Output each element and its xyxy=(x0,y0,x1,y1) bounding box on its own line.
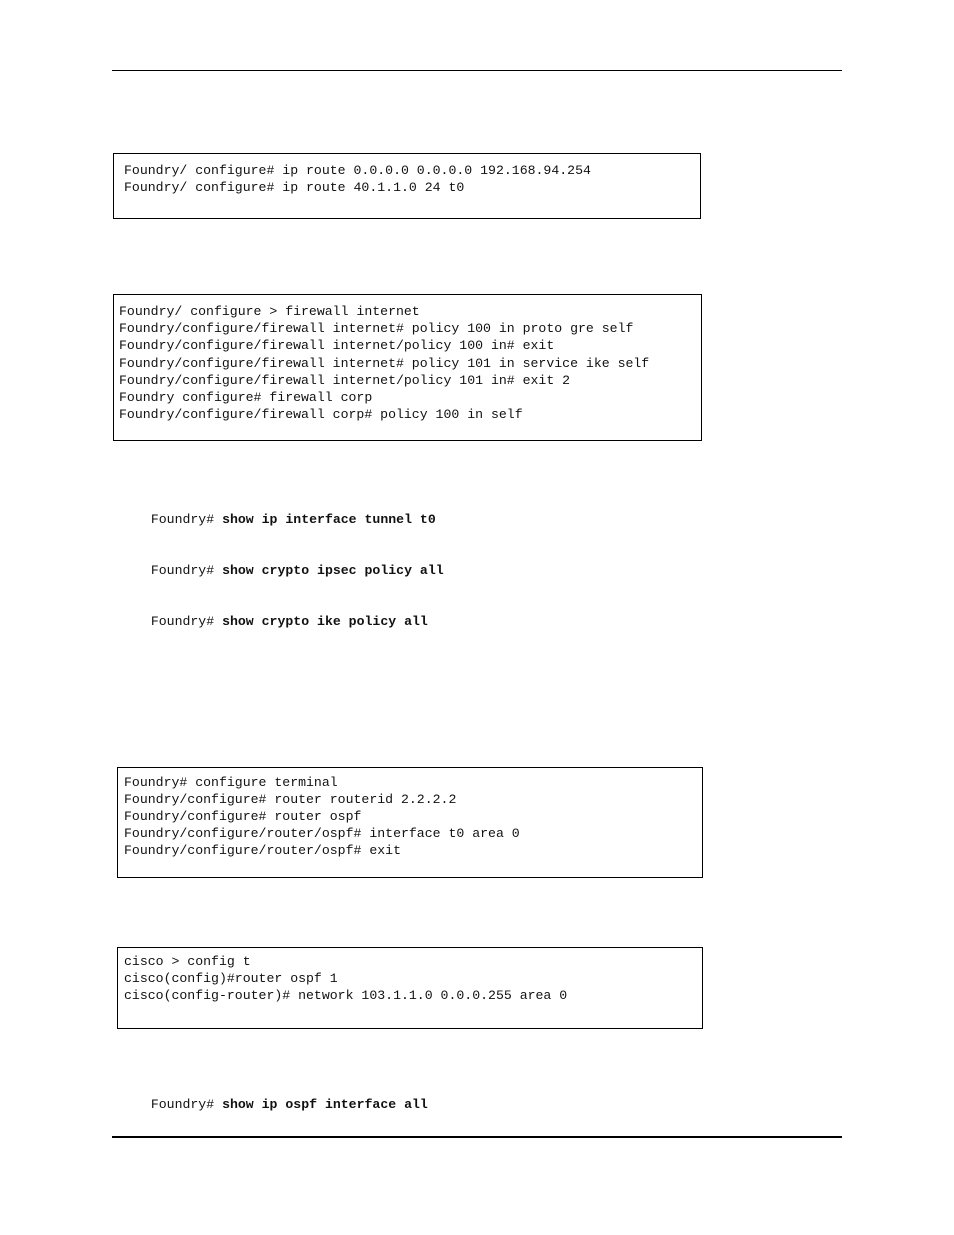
code-line: Foundry/configure/firewall corp# policy 100 in self xyxy=(119,407,523,422)
code-line: Foundry/configure/firewall internet# policy 100 in proto gre self xyxy=(119,321,634,336)
code-line: Foundry/configure/firewall internet# policy 101 in service ike self xyxy=(119,356,650,371)
code-line: Foundry configure# firewall corp xyxy=(119,390,373,405)
code-line: Foundry/ configure# ip route 0.0.0.0 0.0.0.0 192.168.94.254 xyxy=(124,163,591,178)
command-text: show ip interface tunnel t0 xyxy=(222,512,436,527)
code-line: Foundry/configure# router routerid 2.2.2.2 xyxy=(124,792,457,807)
config-block-firewall-policies xyxy=(113,294,702,441)
show-command-ike xyxy=(135,596,428,630)
header-rule xyxy=(112,70,842,71)
code-line: Foundry/configure/router/ospf# exit xyxy=(124,843,401,858)
command-prompt: Foundry# xyxy=(150,512,223,527)
command-text: show crypto ike policy all xyxy=(222,614,428,629)
command-prompt: Foundry# xyxy=(150,614,223,629)
code-line: Foundry/configure/firewall internet/policy 101 in# exit 2 xyxy=(119,373,571,388)
code-line: Foundry/configure/router/ospf# interface t0 area 0 xyxy=(124,826,520,841)
show-command-ipsec xyxy=(135,545,444,579)
show-command-ospf xyxy=(135,1079,428,1113)
config-block-static-routes xyxy=(113,153,701,219)
code-line: cisco(config-router)# network 103.1.1.0 0.0.0.255 area 0 xyxy=(124,988,568,1003)
code-line: cisco > config t xyxy=(124,954,251,969)
code-line: Foundry/ configure# ip route 40.1.1.0 24 t0 xyxy=(124,180,465,195)
command-text: show ip ospf interface all xyxy=(222,1097,428,1112)
code-line: cisco(config)#router ospf 1 xyxy=(124,971,338,986)
config-block-cisco-ospf xyxy=(117,947,703,1029)
command-prompt: Foundry# xyxy=(150,1097,223,1112)
show-command-tunnel xyxy=(135,494,436,528)
code-line: Foundry/ configure > firewall internet xyxy=(119,304,420,319)
code-line: Foundry/configure# router ospf xyxy=(124,809,362,824)
code-line: Foundry# configure terminal xyxy=(124,775,338,790)
footer-rule xyxy=(112,1136,842,1138)
command-text: show crypto ipsec policy all xyxy=(222,563,444,578)
command-prompt: Foundry# xyxy=(150,563,223,578)
config-block-foundry-ospf xyxy=(117,767,703,878)
code-line: Foundry/configure/firewall internet/policy 100 in# exit xyxy=(119,338,555,353)
